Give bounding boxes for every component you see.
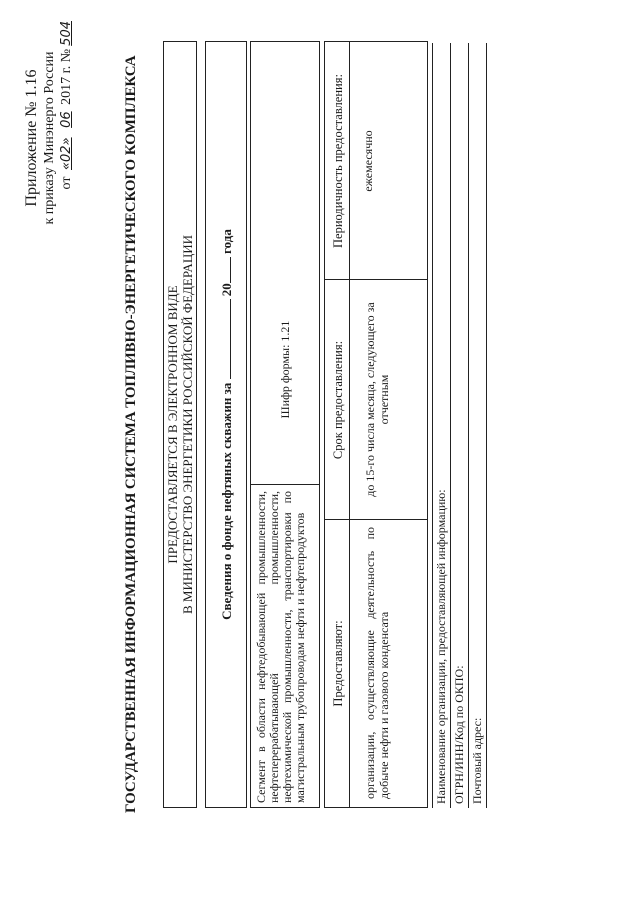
info-table bbox=[324, 41, 428, 808]
postal-address-field[interactable]: Почтовый адрес: bbox=[469, 43, 487, 808]
form-code: Шифр формы: 1.21 bbox=[278, 320, 292, 419]
appendix-day: «02» bbox=[59, 137, 74, 170]
report-title-prefix: Сведения о фонде нефтяных скважин за bbox=[219, 382, 234, 620]
cell-deadline: до 15-го числа месяца, следующего за отчетным bbox=[363, 302, 391, 497]
org-name-field[interactable]: Наименование организации, предоставляющей информацию: bbox=[432, 43, 451, 808]
submit-notice-line1: ПРЕДОСТАВЛЯЕТСЯ В ЭЛЕКТРОННОМ ВИДЕ bbox=[165, 285, 180, 564]
report-year-prefix: 20 bbox=[219, 283, 234, 297]
cell-providers: организации, осуществляющие деятельность по добыче нефти и газового конденсата bbox=[363, 527, 391, 799]
header-row-divider bbox=[349, 42, 350, 807]
organization-fields bbox=[432, 43, 487, 808]
main-title: ГОСУДАРСТВЕННАЯ ИНФОРМАЦИОННАЯ СИСТЕМА ТОПЛИВНО-ЭНЕРГЕТИЧЕСКОГО КОМПЛЕКСА bbox=[123, 55, 139, 813]
ogrn-field[interactable]: ОГРН/ИНН/Код по ОКПО: bbox=[451, 43, 469, 808]
appendix-number: Приложение № 1.16 bbox=[23, 69, 40, 207]
report-title-box bbox=[205, 41, 247, 808]
appendix-header bbox=[22, 18, 75, 258]
month-blank[interactable] bbox=[218, 299, 231, 379]
appendix-month: 06 bbox=[59, 111, 74, 128]
header-frequency: Периодичность предоставления: bbox=[331, 74, 345, 248]
header-deadline: Срок предоставления: bbox=[331, 340, 345, 460]
segment-box bbox=[250, 41, 320, 808]
appendix-order: к приказу Минэнерго России bbox=[42, 51, 57, 225]
submit-notice-box bbox=[163, 41, 197, 808]
appendix-date bbox=[58, 18, 75, 258]
appendix-number-label: № bbox=[59, 48, 74, 63]
submit-notice-line2: В МИНИСТЕРСТВО ЭНЕРГЕТИКИ РОССИЙСКОЙ ФЕДЕРАЦИИ bbox=[180, 235, 195, 614]
appendix-year-suffix: г. bbox=[59, 65, 74, 74]
cell-frequency: ежемесячно bbox=[361, 130, 375, 192]
report-year-word: года bbox=[219, 229, 234, 254]
appendix-year: 2017 bbox=[59, 76, 74, 105]
header-providers: Предоставляют: bbox=[331, 620, 345, 707]
appendix-order-number: 504 bbox=[59, 21, 74, 46]
appendix-from: от bbox=[59, 176, 74, 190]
year-blank[interactable] bbox=[218, 257, 231, 283]
report-title bbox=[218, 42, 235, 807]
segment-description: Сегмент в области нефтедобывающей промышленности, нефтеперерабатывающей промышленности, нефтехимической промышленности, транспортировки по магистральным трубопроводам нефти и нефтепродуктов bbox=[254, 491, 307, 803]
